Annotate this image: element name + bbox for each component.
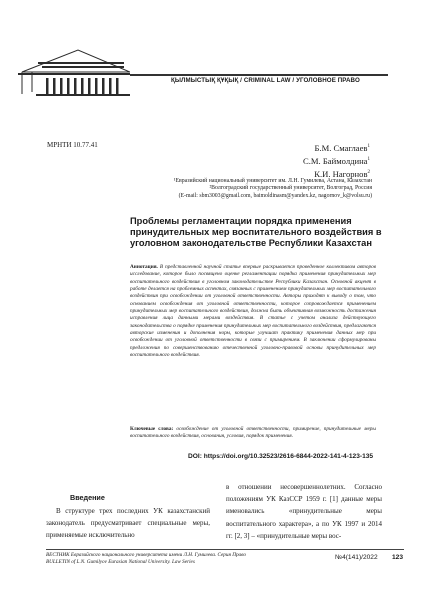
grnti-code: МРНТИ 10.77.41 xyxy=(47,141,98,149)
page-number: 123 xyxy=(392,554,404,561)
abstract-text: В представленной научной статье впервые раскрывается проведенное коллективом авторов исследование, которое было посвящено оценке регламентации порядка применения принудительных мер воспитательного воздействия в уголовном законодательстве Республики Казахстан. Основной акцент в работе делается на проблемных аспектах, связанных с применением принудительных мер воспитательного воздействия при освобождении от уголовной ответственности. Авторы приходят к выводу о том, что основанием освобождения от уголовной ответственности, которое сопровождается применением принудительных мер воспитательного воздействия, должна быть объективная возможность достижения исправления лица данными мерами воздействия. В статье с учетом анализа действующего законодательства о порядке применения принудительных мер воспитательного воздействия, предлагаются авторские изменения и дополнения норм, которые улучшат практику применения данных мер при освобождении от уголовной ответственности в связи с примирением. В заключении сформулированы предложения по совершенствованию отечественной уголовно-правовой основы принудительных мер воспитательного воздействия. xyxy=(130,264,376,359)
issue-number: №4(141)/2022 xyxy=(335,554,378,561)
journal-logo-building xyxy=(18,42,130,98)
rubric-rule xyxy=(130,74,388,76)
author-2: С.М. Баймолдина$^1$ xyxy=(303,155,370,166)
journal-name-en: BULLETIN of L.N. Gumilyov Eurasian National University. Law Series xyxy=(46,558,195,565)
author-list xyxy=(303,141,370,180)
doi-link[interactable]: DOI: https://doi.org/10.32523/2616-6844-2022-141-4-123-135 xyxy=(188,453,374,460)
author-emails: (E-mail: sbm3003@gmail.com, baimoldinasm@yandex.kz, nagornov_k@volsu.ru) xyxy=(178,192,372,199)
abstract-label: Аннотация. xyxy=(130,264,158,270)
journal-footer xyxy=(46,552,310,566)
author-1: Б.М. Смаглаев$^1$ xyxy=(314,142,370,153)
footer-rule xyxy=(46,549,404,550)
affiliation-1: ¹Евразийский национальный университет им. Л.Н. Гумилева, Астана, Казахстан xyxy=(173,178,372,184)
author-3: К.И. Нагорнов$^2$ xyxy=(314,168,370,179)
article-title: Проблемы регламентации порядка применения принудительных мер воспитательного воздействия в уголовном законодательстве Республики Казахстан xyxy=(130,216,382,248)
affiliation-2: ²Волгоградский государственный университет, Волгоград, Россия xyxy=(209,185,372,192)
section-rubric: ҚЫЛМЫСТЫҚ ҚҰҚЫҚ / CRIMINAL LAW / УГОЛОВНОЕ ПРАВО xyxy=(171,77,360,84)
body-column-left: В структуре трех последних УК казахстанский законодатель предусматривает специальные меры, применяемые исключительно xyxy=(46,507,210,540)
abstract xyxy=(130,264,376,359)
keywords-text: освобождение от уголовной ответственности, примирение, принудительные меры воспитательного воздействия, основания, условия, порядок применения. xyxy=(130,426,376,440)
affiliations xyxy=(174,178,372,200)
introduction-heading: Введение xyxy=(70,493,105,502)
keywords xyxy=(130,426,376,441)
body-column-right: в отношении несовершеннолетних. Согласно положениям УК КазССР 1959 г. [1] данные меры именовались «принудительные меры воспитательного характера», а по УК 1997 и 2014 гг. [2, 3] – «принудительные меры вос- xyxy=(226,483,382,540)
keywords-label: Ключевые слова: xyxy=(130,426,174,432)
journal-name-ru: ВЕСТНИК Евразийского национального университета имени Л.Н. Гумилева. Серия Право xyxy=(46,552,246,558)
